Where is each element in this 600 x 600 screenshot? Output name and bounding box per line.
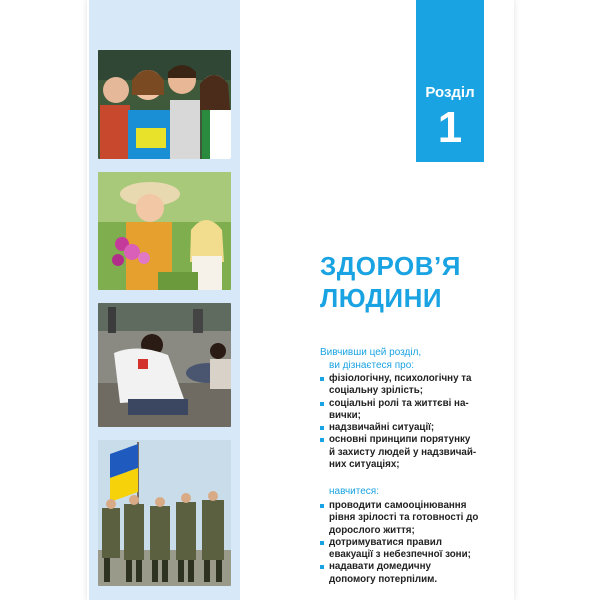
intro-line-1: Вивчивши цей розділ, (320, 347, 422, 358)
list-item-line: допомогу потерпілим. (329, 573, 438, 585)
list-item-line: надавати домедичну (329, 561, 431, 573)
list-item-line: соціальну зрілість; (329, 385, 424, 397)
intro-text (320, 347, 500, 372)
grandmother-child-flowers-photo (98, 172, 231, 290)
square-bullet-icon (320, 504, 324, 508)
list-item (320, 500, 505, 537)
list-item (320, 434, 505, 471)
intro-line-2: ви дізнаєтеся про: (329, 359, 415, 371)
list-item-line: рівня зрілості та готовності до (329, 512, 479, 524)
list-item-line: надзвичайні ситуації; (329, 422, 435, 434)
list-item (320, 398, 505, 423)
list-item-line: й захисту людей у надзвичай- (329, 446, 477, 458)
list-item (320, 422, 505, 434)
students-photo (98, 50, 231, 159)
skills-heading: навчитеся: (329, 486, 379, 497)
list-item-line: основні принципи порятунку (329, 434, 471, 446)
square-bullet-icon (320, 402, 324, 406)
list-item (320, 561, 505, 586)
list-item-line: проводити самооцінювання (329, 500, 467, 511)
list-item (320, 537, 505, 562)
list-item-line: вички; (329, 409, 361, 421)
section-number: 1 (437, 103, 463, 152)
square-bullet-icon (320, 426, 324, 430)
section-label: Розділ (425, 84, 475, 101)
square-bullet-icon (320, 438, 324, 442)
learn-list (320, 373, 505, 471)
section-tab (416, 0, 484, 162)
square-bullet-icon (320, 377, 324, 381)
list-item-line: них ситуаціях; (329, 459, 400, 471)
list-item-line: евакуації з небезпечної зони; (329, 549, 471, 561)
skills-list (320, 500, 505, 586)
list-item (320, 373, 505, 398)
chapter-title (320, 250, 510, 314)
soldiers-flag-parade-photo (98, 440, 231, 586)
list-item-line: соціальні ролі та життєві на- (329, 397, 469, 409)
chapter-title-line-1: ЗДОРОВ’Я (320, 251, 461, 281)
square-bullet-icon (320, 565, 324, 569)
chapter-title-line-2: ЛЮДИНИ (320, 283, 443, 313)
list-item-line: дорослого життя; (329, 524, 415, 536)
list-item-line: фізіологічну, психологічну та (329, 373, 472, 384)
rescue-first-aid-photo (98, 303, 231, 427)
list-item-line: дотримуватися правил (329, 536, 442, 548)
square-bullet-icon (320, 541, 324, 545)
